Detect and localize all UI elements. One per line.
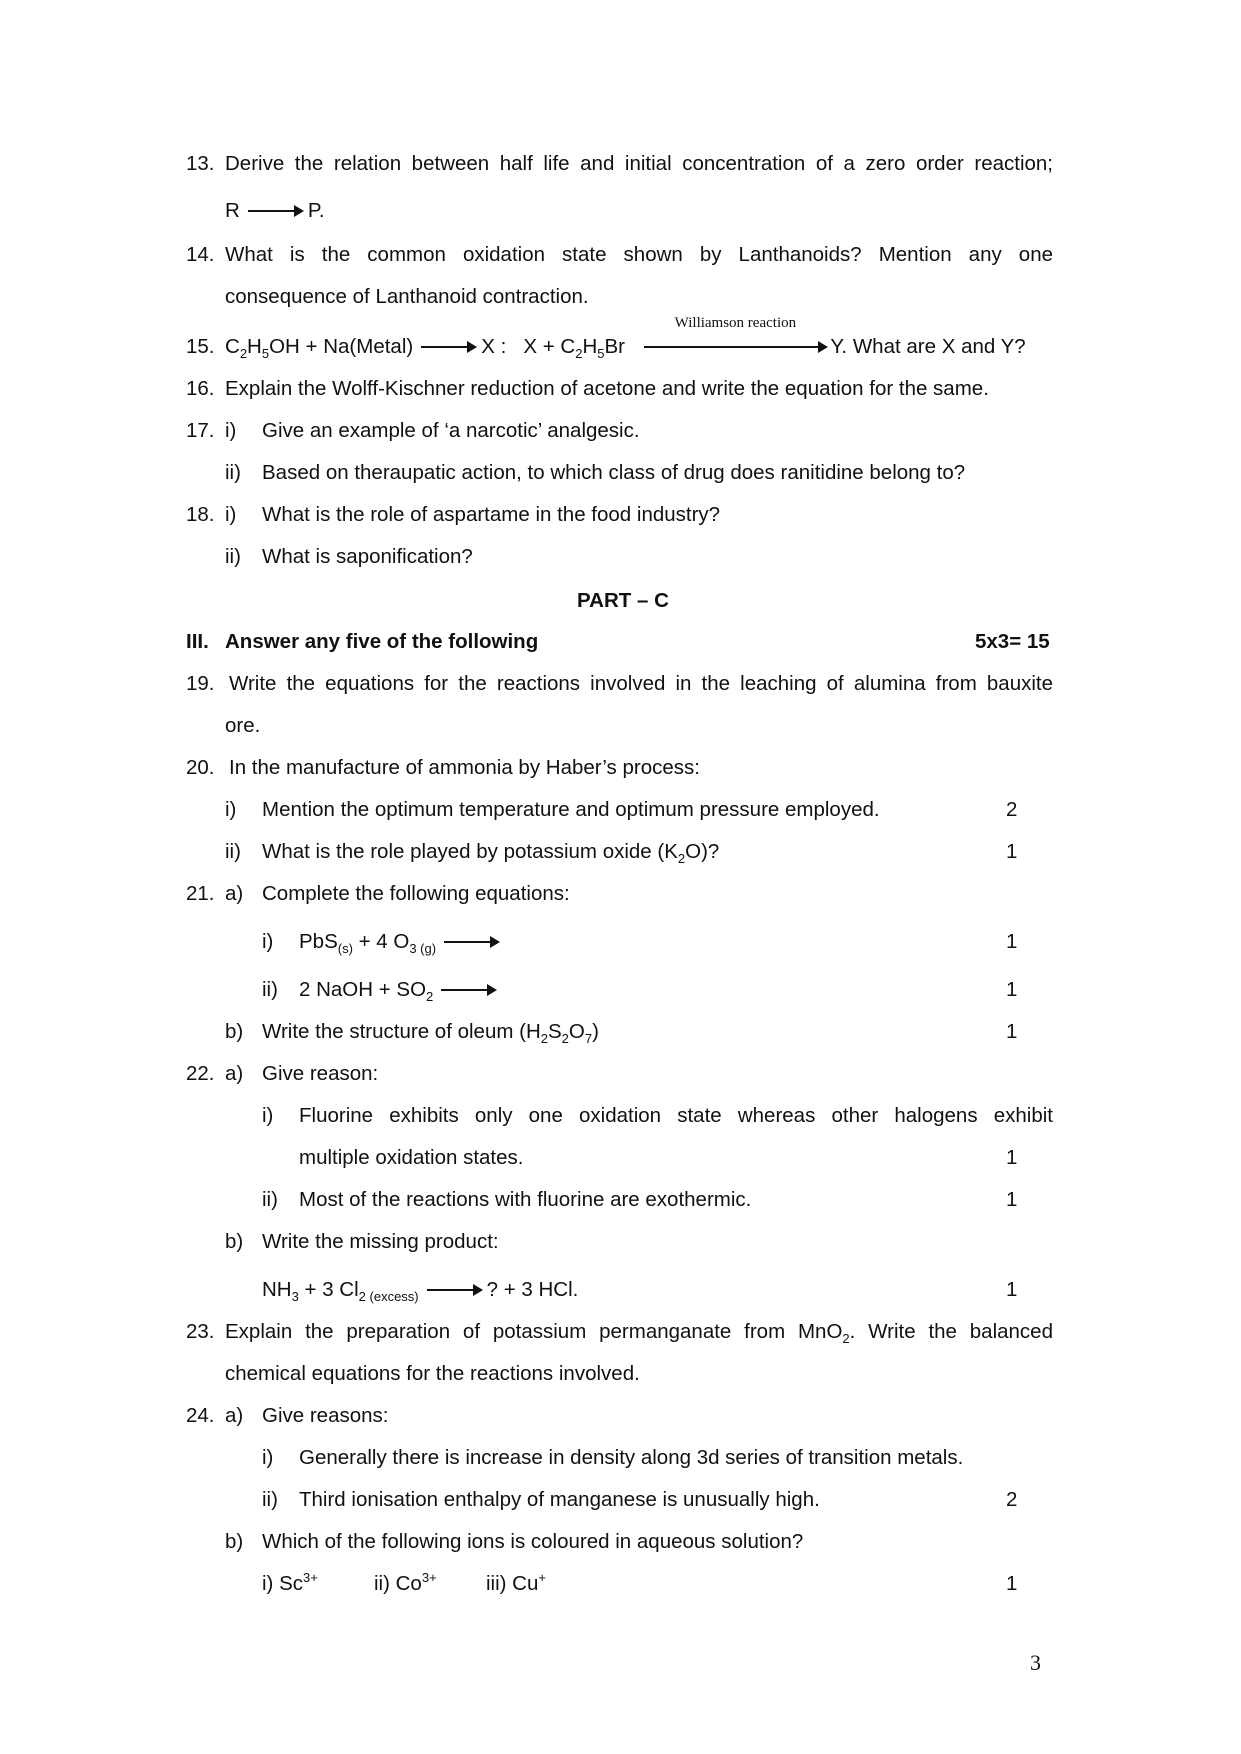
q19-line2: ore.	[225, 714, 261, 737]
q24-opt-sup: 3+	[421, 1570, 437, 1586]
q21-ii-label: ii)	[262, 978, 278, 1001]
q21-a-label: a)	[225, 882, 244, 905]
q24-ii-text: Third ionisation enthalpy of manganese is unusually high.	[299, 1488, 820, 1511]
q21-eq-sub: 3 (g)	[409, 941, 437, 957]
q22-i-mark: 1	[1006, 1146, 1018, 1169]
q21-i-equation	[299, 930, 504, 957]
q15-text-part: H	[247, 335, 262, 358]
q14-line1: What is the common oxidation state shown by Lanthanoids? Mention any one	[225, 243, 1053, 266]
q17-i-label: i)	[225, 419, 237, 442]
q22-eq-sub: 2 (excess)	[358, 1289, 419, 1305]
q15-sub: 5	[597, 346, 605, 362]
reaction-arrow-icon	[644, 346, 826, 348]
page-number: 3	[1030, 1650, 1041, 1675]
q21-eq-sub: (s)	[337, 941, 353, 957]
q23-part: . Write the balanced	[849, 1320, 1053, 1343]
q23-line2: chemical equations for the reactions involved.	[225, 1362, 640, 1385]
q24-b-mark: 1	[1006, 1572, 1018, 1595]
q17-ii-label: ii)	[225, 461, 241, 484]
section-instruction: Answer any five of the following	[225, 630, 539, 653]
q22-ii-mark: 1	[1006, 1188, 1018, 1211]
q24-i-label: i)	[262, 1446, 274, 1469]
q24-a-label: a)	[225, 1404, 244, 1427]
q15-text-part: Y. What are X and Y?	[830, 335, 1026, 358]
q22-b-text: Write the missing product:	[262, 1230, 499, 1253]
q15-text-part: H	[582, 335, 598, 358]
q20-i-mark: 2	[1006, 798, 1018, 821]
q23-part: Explain the preparation of potassium permanganate from MnO	[225, 1320, 843, 1343]
q21-eq-part: PbS	[299, 930, 338, 953]
q24-a-text: Give reasons:	[262, 1404, 389, 1427]
q22-eq-sub: 3	[291, 1289, 299, 1305]
section-number: III.	[186, 630, 209, 653]
q24-number: 24.	[186, 1404, 215, 1427]
q22-b-mark: 1	[1006, 1278, 1018, 1301]
q15-text-part: X + C	[523, 335, 576, 358]
q22-number: 22.	[186, 1062, 215, 1085]
q21-eq-sub: 2	[426, 989, 434, 1005]
q24-opt-part: iii) Cu	[486, 1572, 539, 1595]
q24-ii-label: ii)	[262, 1488, 278, 1511]
q24-option-1	[262, 1572, 318, 1596]
q14-number: 14.	[186, 243, 215, 266]
q13-number: 13.	[186, 152, 215, 175]
q13-reactant: R	[225, 199, 240, 222]
q21-b-mark: 1	[1006, 1020, 1018, 1043]
reaction-arrow-icon	[444, 941, 498, 943]
q15-text-part: OH + Na(Metal)	[269, 335, 414, 358]
q21-b-part: S	[547, 1020, 562, 1043]
williamson-label: Williamson reaction	[674, 315, 797, 331]
q22-i-line1: Fluorine exhibits only one oxidation state whereas other halogens exhibit	[299, 1104, 1053, 1127]
q13-product: P.	[307, 199, 325, 222]
q24-option-2	[374, 1572, 437, 1596]
q22-ii-label: ii)	[262, 1188, 278, 1211]
q21-b-label: b)	[225, 1020, 244, 1043]
williamson-arrow	[636, 315, 830, 359]
q21-eq-part: + 4 O	[352, 930, 410, 953]
q21-number: 21.	[186, 882, 215, 905]
q19-line1: Write the equations for the reactions involved in the leaching of alumina from bauxite	[229, 672, 1053, 695]
q22-i-label: i)	[262, 1104, 274, 1127]
q21-b-part: )	[592, 1020, 599, 1043]
q13-reaction	[225, 199, 325, 223]
q21-eq-part: 2 NaOH + SO	[299, 978, 427, 1001]
q15-text-part: C	[225, 335, 240, 358]
q23-sub: 2	[842, 1331, 850, 1347]
q22-eq-part: NH	[262, 1278, 292, 1301]
q21-i-mark: 1	[1006, 930, 1018, 953]
q16-text: Explain the Wolff-Kischner reduction of acetone and write the equation for the same.	[225, 377, 989, 400]
q18-ii-label: ii)	[225, 545, 241, 568]
q21-ii-equation	[299, 978, 501, 1005]
q17-number: 17.	[186, 419, 215, 442]
q20-ii-label: ii)	[225, 840, 241, 863]
q20-ii-part: O)?	[685, 840, 720, 863]
q13-text: Derive the relation between half life and initial concentration of a zero order reaction;	[225, 152, 1053, 175]
q24-ii-mark: 2	[1006, 1488, 1018, 1511]
q18-ii-text: What is saponification?	[262, 545, 473, 568]
q22-a-text: Give reason:	[262, 1062, 379, 1085]
q20-text: In the manufacture of ammonia by Haber’s process:	[229, 756, 700, 779]
q24-option-3	[486, 1572, 546, 1596]
part-c-heading: PART – C	[577, 589, 669, 612]
q24-opt-part: ii) Co	[374, 1572, 422, 1595]
q24-opt-sup: +	[538, 1570, 546, 1586]
q17-ii-text: Based on theraupatic action, to which class of drug does ranitidine belong to?	[262, 461, 966, 484]
q21-b-text	[262, 1020, 599, 1047]
q16-number: 16.	[186, 377, 215, 400]
q21-i-label: i)	[262, 930, 274, 953]
q24-b-text: Which of the following ions is coloured in aqueous solution?	[262, 1530, 804, 1553]
q21-b-sub: 2	[540, 1031, 548, 1047]
q24-b-label: b)	[225, 1530, 244, 1553]
q22-i-line2: multiple oxidation states.	[299, 1146, 524, 1169]
q24-i-text: Generally there is increase in density along 3d series of transition metals.	[299, 1446, 964, 1469]
q21-b-sub: 2	[561, 1031, 569, 1047]
q20-number: 20.	[186, 756, 215, 779]
q21-b-part: O	[568, 1020, 585, 1043]
q22-b-equation	[262, 1278, 579, 1305]
q23-line1	[225, 1320, 1053, 1347]
q17-i-text: Give an example of ‘a narcotic’ analgesic.	[262, 419, 640, 442]
q15-sub: 2	[239, 346, 248, 362]
reaction-arrow-icon	[427, 1289, 481, 1291]
q14-line2: consequence of Lanthanoid contraction.	[225, 285, 589, 308]
q20-ii-text	[262, 840, 720, 867]
q15-text-part: Br	[604, 335, 625, 358]
q21-ii-mark: 1	[1006, 978, 1018, 1001]
q20-i-text: Mention the optimum temperature and optimum pressure employed.	[262, 798, 880, 821]
reaction-arrow-icon	[248, 210, 302, 212]
q22-ii-text: Most of the reactions with fluorine are exothermic.	[299, 1188, 752, 1211]
q22-b-label: b)	[225, 1230, 244, 1253]
q21-b-sub: 7	[584, 1031, 593, 1047]
q20-ii-sub: 2	[677, 851, 686, 867]
q15-sub: 2	[575, 346, 583, 362]
reaction-arrow-icon	[421, 346, 475, 348]
q22-a-label: a)	[225, 1062, 244, 1085]
q15-sub: 5	[261, 346, 270, 362]
q18-i-text: What is the role of aspartame in the food industry?	[262, 503, 721, 526]
q20-ii-part: What is the role played by potassium oxide (K	[262, 840, 678, 863]
q23-number: 23.	[186, 1320, 215, 1343]
q18-number: 18.	[186, 503, 215, 526]
section-marks: 5x3= 15	[975, 630, 1050, 653]
q19-number: 19.	[186, 672, 215, 695]
q21-b-part: Write the structure of oleum (H	[262, 1020, 541, 1043]
q22-eq-part: + 3 Cl	[298, 1278, 359, 1301]
q24-opt-sup: 3+	[303, 1570, 318, 1586]
q20-ii-mark: 1	[1006, 840, 1018, 863]
q15-number: 15.	[186, 335, 215, 358]
q24-opt-part: i) Sc	[262, 1572, 303, 1595]
q21-a-text: Complete the following equations:	[262, 882, 570, 905]
q20-i-label: i)	[225, 798, 237, 821]
q15-text-part: X :	[481, 335, 507, 358]
q15-equation	[225, 315, 1026, 362]
q22-eq-part: ? + 3 HCl.	[486, 1278, 579, 1301]
reaction-arrow-icon	[441, 989, 495, 991]
q18-i-label: i)	[225, 503, 237, 526]
